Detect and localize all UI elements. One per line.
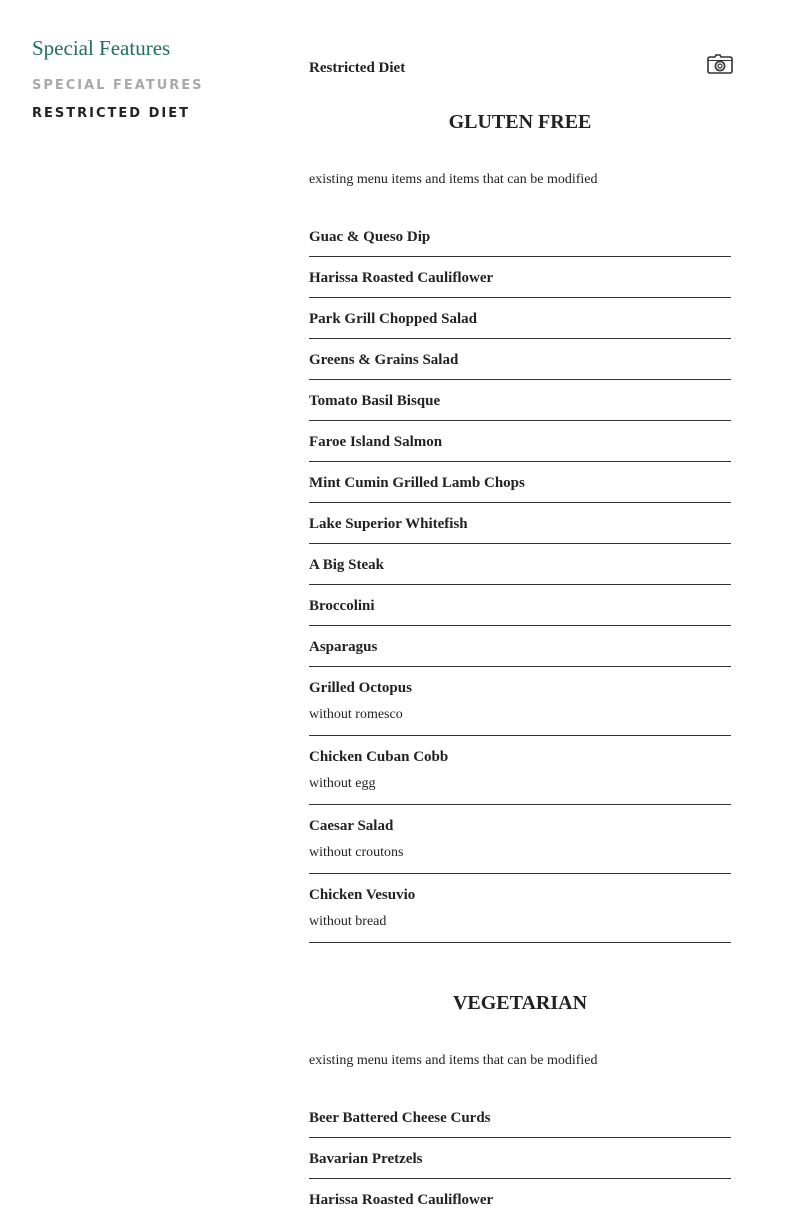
menu-item-note: without bread	[309, 914, 387, 929]
menu-item-name: Harissa Roasted Cauliflower	[309, 270, 494, 286]
menu-item[interactable]	[309, 874, 731, 943]
menu-item-name: Mint Cumin Grilled Lamb Chops	[309, 475, 525, 491]
menu-sections	[309, 108, 731, 1218]
menu-item[interactable]	[309, 544, 731, 585]
section-title: GLUTEN FREE	[448, 111, 592, 133]
menu-item[interactable]	[309, 339, 731, 380]
menu-item[interactable]	[309, 226, 731, 257]
menu-item-name: Tomato Basil Bisque	[309, 393, 441, 409]
menu-item[interactable]	[309, 380, 731, 421]
breadcrumb-restricted-diet[interactable]: RESTRICTED DIET	[32, 106, 190, 121]
menu-item-name: Chicken Vesuvio	[309, 887, 416, 903]
main-content	[309, 56, 731, 1218]
menu-item-name: Faroe Island Salmon	[309, 434, 443, 450]
menu-item[interactable]	[309, 1179, 731, 1218]
menu-item[interactable]	[309, 736, 731, 805]
page-header	[309, 56, 731, 80]
breadcrumb-special-features[interactable]: SPECIAL FEATURES	[32, 78, 204, 93]
menu-item[interactable]	[309, 1138, 731, 1179]
menu-item-name: Chicken Cuban Cobb	[309, 749, 449, 765]
menu-item-note: without romesco	[309, 707, 403, 722]
menu-item-name: Park Grill Chopped Salad	[309, 311, 477, 327]
menu-item-name: Lake Superior Whitefish	[309, 516, 468, 532]
menu-section	[309, 108, 731, 943]
menu-item[interactable]	[309, 257, 731, 298]
menu-item[interactable]	[309, 462, 731, 503]
menu-section	[309, 989, 731, 1218]
menu-list	[309, 1107, 731, 1218]
menu-item-name: Grilled Octopus	[309, 680, 412, 696]
sidebar-title[interactable]: Special Features	[32, 36, 171, 60]
menu-item-name: Caesar Salad	[309, 818, 394, 834]
menu-item[interactable]	[309, 1107, 731, 1138]
sidebar	[32, 34, 272, 128]
menu-item-name: Greens & Grains Salad	[309, 352, 459, 368]
section-description: existing menu items and items that can be modified	[309, 172, 598, 187]
menu-item-note: without egg	[309, 776, 376, 791]
menu-item[interactable]	[309, 585, 731, 626]
camera-icon[interactable]	[707, 53, 733, 75]
menu-item-name: Bavarian Pretzels	[309, 1151, 423, 1167]
section-title: VEGETARIAN	[452, 992, 588, 1014]
menu-item-name: Asparagus	[309, 639, 378, 655]
page-title: Restricted Diet	[309, 60, 406, 76]
menu-item[interactable]	[309, 298, 731, 339]
menu-item[interactable]	[309, 805, 731, 874]
menu-item[interactable]	[309, 503, 731, 544]
menu-item-name: Guac & Queso Dip	[309, 229, 431, 245]
menu-item-name: Harissa Roasted Cauliflower	[309, 1192, 494, 1208]
menu-item[interactable]	[309, 421, 731, 462]
menu-item-note: without croutons	[309, 845, 404, 860]
menu-item[interactable]	[309, 667, 731, 736]
menu-list	[309, 226, 731, 943]
menu-item[interactable]	[309, 626, 731, 667]
menu-item-name: A Big Steak	[309, 557, 385, 573]
section-description: existing menu items and items that can be modified	[309, 1053, 598, 1068]
menu-item-name: Broccolini	[309, 598, 375, 614]
menu-item-name: Beer Battered Cheese Curds	[309, 1110, 491, 1126]
